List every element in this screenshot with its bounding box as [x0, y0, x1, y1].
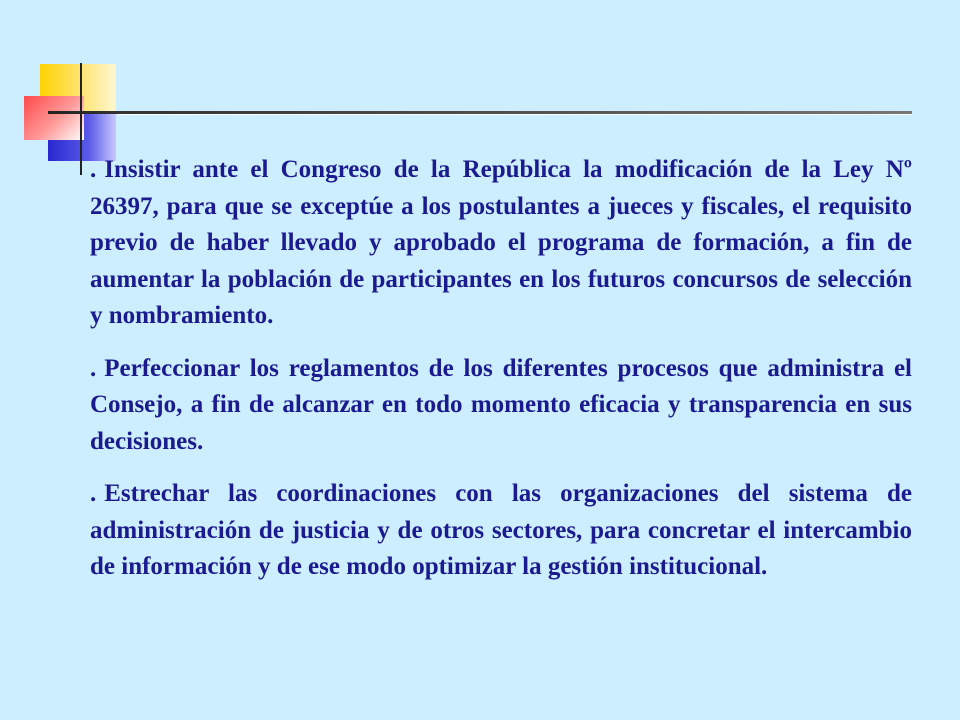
paragraph-text: Estrechar las coordinaciones con las organizaciones del sistema de administración de justicia y de otros sectores, para concretar el intercambio de información y de ese modo optimizar la gestión institucional. [90, 480, 912, 580]
vertical-rule [80, 63, 82, 175]
bullet: . [90, 156, 97, 183]
horizontal-rule-highlight [118, 114, 912, 115]
slide-body [90, 152, 912, 602]
red-square-decoration [24, 96, 84, 140]
paragraph-congreso [90, 152, 912, 335]
paragraph-reglamentos [90, 351, 912, 461]
paragraph-text: Insistir ante el Congreso de la República la modificación de la Ley Nº 26397, para que se exceptúe a los postulantes a jueces y fiscales, el requisito previo de haber llevado y aprobado el programa de formación, a fin de aumentar la población de participantes en los futuros concursos de selección y nombramiento. [90, 156, 912, 329]
paragraph-coordinaciones [90, 476, 912, 586]
bullet: . [90, 480, 97, 507]
bullet: . [90, 354, 97, 382]
paragraph-text: Perfeccionar los reglamentos de los diferentes procesos que administra el Consejo, a fin de alcanzar en todo momento eficacia y transparencia en sus decisiones. [90, 354, 912, 455]
